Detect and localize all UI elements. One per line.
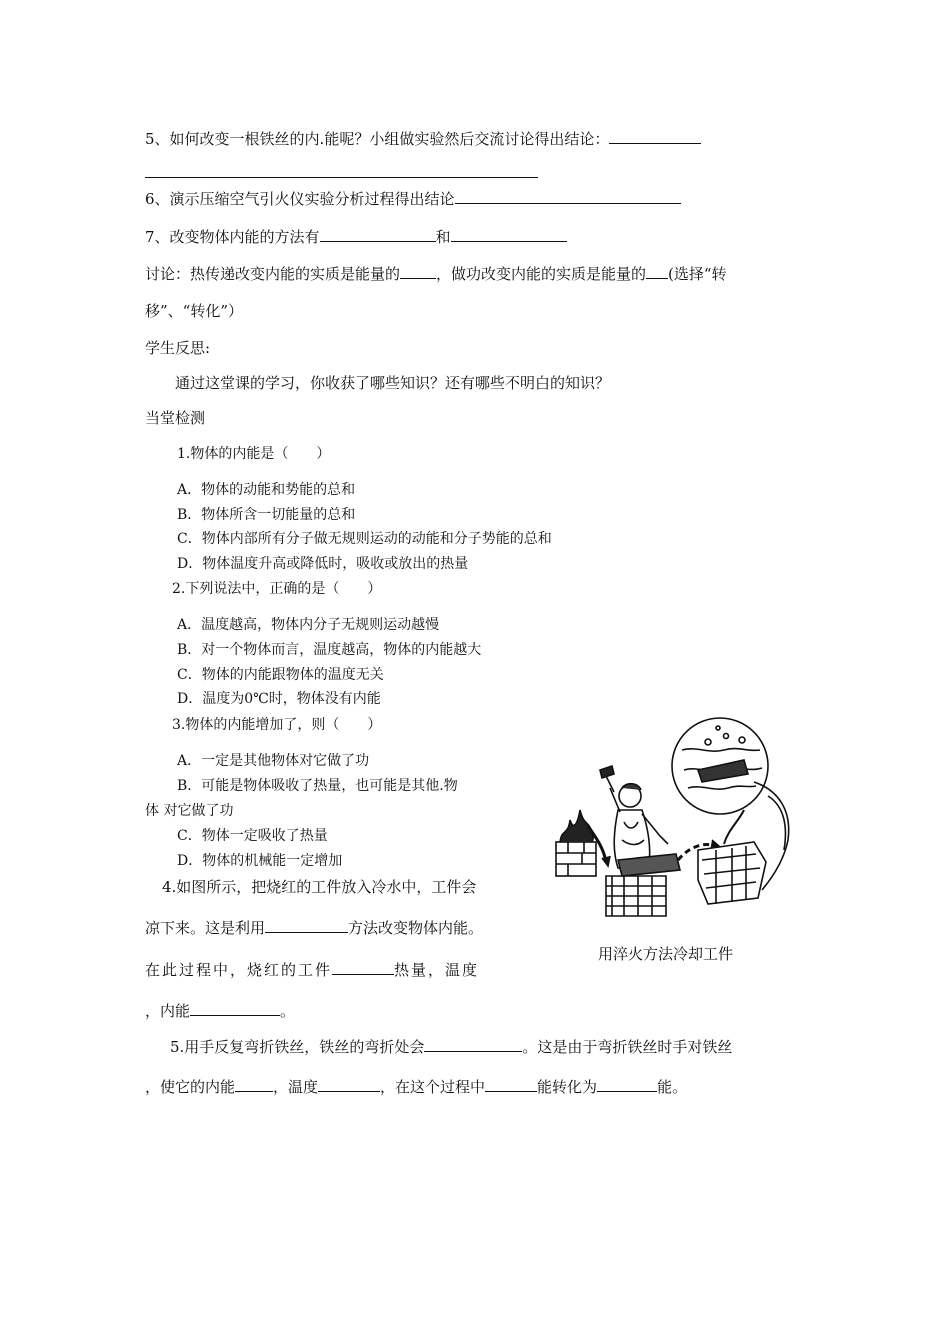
answer-blank[interactable] — [597, 1076, 657, 1092]
discussion-text-c: (选择“转 — [668, 265, 727, 283]
reflection-prompt: 通过这堂课的学习，你收获了哪些知识？还有哪些不明白的知识？ — [175, 374, 611, 392]
answer-blank[interactable] — [609, 128, 701, 144]
answer-blank[interactable] — [424, 1036, 522, 1052]
answer-blank[interactable] — [318, 1076, 380, 1092]
q3-option-d[interactable]: D．物体的机械能一定增加 — [177, 853, 343, 869]
answer-blank[interactable] — [235, 1076, 273, 1092]
answer-blank[interactable] — [485, 1076, 537, 1092]
q3-option-b-cont: 体 对它做了功 — [145, 803, 234, 819]
q1-option-a[interactable]: A．物体的动能和势能的总和 — [177, 482, 356, 498]
question-3-stem: 3.物体的内能增加了，则（ ） — [172, 717, 382, 733]
q4-text-e: ，内能 — [145, 1002, 191, 1020]
answer-blank[interactable] — [451, 226, 567, 242]
q5-text-e: ，在这个过程中 — [380, 1078, 486, 1096]
test-heading: 当堂检测 — [145, 409, 206, 427]
question-5-text: 5、如何改变一根铁丝的内.能呢？小组做实验然后交流讨论得出结论： — [145, 130, 610, 148]
discussion-text-d: 移”、“转化”） — [145, 302, 244, 320]
discussion-text-a: 讨论：热传递改变内能的实质是能量的 — [145, 265, 401, 283]
question-2-stem: 2.下列说法中，正确的是（ ） — [172, 581, 382, 597]
question-5b-line-1 — [170, 1036, 732, 1057]
question-6-text: 6、演示压缩空气引火仪实验分析过程得出结论 — [145, 190, 455, 208]
answer-blank[interactable] — [320, 226, 436, 242]
discussion-text-b: ，做功改变内能的实质是能量的 — [436, 265, 647, 283]
question-7-text-a: 7、改变物体内能的方法有 — [145, 228, 320, 246]
answer-line[interactable] — [145, 177, 538, 178]
q5-text-f: 能转化为 — [537, 1078, 598, 1096]
q5-text-c: ，使它的内能 — [145, 1078, 236, 1096]
q4-text-a: 凉下来。这是利用 — [145, 919, 266, 937]
q2-option-c[interactable]: C．物体的内能跟物体的温度无关 — [177, 667, 384, 683]
q4-text-b: 方法改变物体内能。 — [348, 919, 484, 937]
quenching-illustration — [548, 710, 810, 932]
answer-blank[interactable] — [400, 263, 436, 279]
answer-blank[interactable] — [646, 263, 668, 279]
q5-text-g: 能。 — [657, 1078, 688, 1096]
answer-blank[interactable] — [455, 188, 681, 204]
q5-text-b: 。这是由于弯折铁丝时手对铁丝 — [522, 1038, 733, 1056]
discussion-line-2 — [145, 301, 243, 321]
question-4-line-1: 4.如图所示，把烧红的工件放入冷水中，工件会 — [162, 878, 477, 896]
question-6-line — [145, 188, 681, 209]
discussion-line — [145, 263, 727, 284]
q2-option-d[interactable]: D．温度为0℃时，物体没有内能 — [177, 691, 381, 707]
q4-text-f: 。 — [280, 1002, 296, 1020]
reflection-heading: 学生反思: — [145, 339, 211, 357]
q5-text-a: 5.用手反复弯折铁丝，铁丝的弯折处会 — [170, 1038, 425, 1056]
q1-option-c[interactable]: C．物体内部所有分子做无规则运动的动能和分子势能的总和 — [177, 531, 552, 547]
q4-text-c: 在此过程中，烧红的工件 — [145, 961, 333, 979]
q3-option-a[interactable]: A．一定是其他物体对它做了功 — [177, 753, 370, 769]
q5-text-d: ，温度 — [273, 1078, 319, 1096]
q1-option-b[interactable]: B．物体所含一切能量的总和 — [177, 507, 356, 523]
q2-option-b[interactable]: B．对一个物体而言，温度越高，物体的内能越大 — [177, 642, 482, 658]
figure-caption: 用淬火方法冷却工件 — [598, 945, 734, 963]
q2-option-a[interactable]: A．温度越高，物体内分子无规则运动越慢 — [177, 617, 440, 633]
question-7-line — [145, 226, 567, 247]
q3-option-b[interactable]: B．可能是物体吸收了热量，也可能是其他.物 — [177, 778, 458, 794]
question-5-line — [145, 128, 701, 149]
question-4-line-4 — [145, 1000, 295, 1021]
question-1-stem: 1.物体的内能是（ ） — [177, 446, 331, 462]
q1-option-d[interactable]: D．物体温度升高或降低时，吸收或放出的热量 — [177, 556, 469, 572]
q3-option-c[interactable]: C．物体一定吸收了热量 — [177, 828, 328, 844]
question-4-line-3 — [145, 959, 479, 980]
question-5b-line-2 — [145, 1076, 687, 1097]
answer-blank[interactable] — [332, 959, 394, 975]
question-7-text-b: 和 — [435, 228, 451, 246]
q4-text-d: 热量，温度 — [394, 961, 480, 979]
answer-blank[interactable] — [190, 1000, 280, 1016]
question-4-line-2 — [145, 917, 483, 938]
answer-blank[interactable] — [265, 917, 348, 933]
